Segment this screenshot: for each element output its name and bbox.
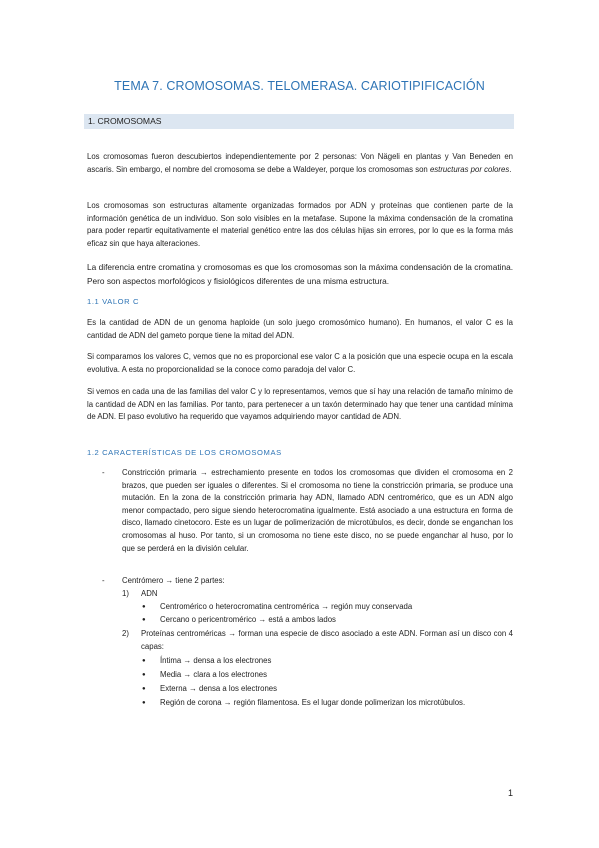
list-bullet-2: ●	[142, 617, 146, 623]
page-number: 1	[508, 788, 514, 798]
paragraph-intro-emphasis: estructuras por colores	[429, 164, 510, 174]
paragraph-intro-text: Los cromosomas fueron descubiertos independientemente por 2 personas: Von Nägeli en plantas y Van Beneden en ascaris. Sin embargo, el nombre del cromosoma se debe a Waldeyer, porque los cromosomas son	[87, 152, 513, 174]
numbered-mark-2: 2)	[122, 629, 129, 638]
paragraph-valor-c: Es la cantidad de ADN de un genoma haploide (un solo juego cromosómico humano). En humanos, el valor C es la cantidad de ADN del gameto porque tiene la mitad del ADN.	[87, 318, 513, 340]
list-bullet-6: ●	[142, 700, 146, 706]
sublist-item-pericentromerico: Cercano o pericentromérico → está a ambos lados	[160, 615, 336, 624]
sublist-item-intima: Íntima → densa a los electrones	[160, 656, 272, 665]
subheading-caracteristicas: 1.2 CARACTERÍSTICAS DE LOS CROMOSOMAS	[87, 448, 282, 457]
numbered-item-proteinas: Proteínas centroméricas → forman una especie de disco asociado a este ADN. Forman así un disco con 4 capas:	[141, 629, 513, 651]
subheading-valor-c: 1.1 VALOR C	[87, 297, 140, 306]
sublist-item-media: Media → clara a los electrones	[160, 670, 268, 679]
list-bullet-4: ●	[142, 672, 146, 678]
sublist-item-externa: Externa → densa a los electrones	[160, 684, 278, 693]
list-dash-2: -	[102, 576, 105, 585]
sublist-item-corona: Región de corona → región filamentosa. Es el lugar donde polimerizan los microtúbulos.	[160, 698, 466, 707]
page-title: TEMA 7. CROMOSOMAS. TELOMERASA. CARIOTIPIFICACIÓN	[114, 79, 485, 93]
list-item-centromero: Centrómero → tiene 2 partes:	[122, 576, 225, 585]
section-heading-cromosomas: 1. CROMOSOMAS	[84, 114, 514, 129]
list-bullet-3: ●	[142, 658, 146, 664]
paragraph-definition: Los cromosomas son estructuras altamente organizadas formados por ADN y proteínas que contienen parte de la información genética de un individuo. Son solo visibles en la metafase. Supone la máxima condensación de la cromatina para poder repartir equitativamente el material genético entre las dos células hijas sin errores, por lo que es la forma más eficaz sin que haya alteraciones.	[87, 201, 513, 248]
list-item-constriccion: Constricción primaria → estrechamiento presente en todos los cromosomas que dividen el cromosoma en 2 brazos, que pueden ser iguales o diferentes. Si el cromosoma no tiene la constricción primaria, se produce una mutación. En la zona de la constricción primaria hay ADN, llamado ADN centromérico, que es un ADN algo menor compactado, pero sigue siendo heterocromatina igualmente. Está asociado a una estructura en forma de disco, llamado cinetocoro. Este es un lugar de polimerización de microtúbulos, es decir, donde se enganchan los cromosomas al huso. Por tanto, si un cromosoma no tiene este disco, no se puede enganchar al huso, por lo que se perderá en la división celular.	[122, 468, 513, 553]
sublist-item-centromerico: Centromérico o heterocromatina centromérica → región muy conservada	[160, 602, 413, 611]
paragraph-intro	[87, 151, 513, 176]
paragraph-paradoja: Si comparamos los valores C, vemos que no es proporcional ese valor C a la posición que una especie ocupa en la escala evolutiva. A esta no proporcionalidad se la conoce como paradoja del valor C.	[87, 352, 513, 374]
list-bullet-1: ●	[142, 604, 146, 610]
list-dash-1: -	[102, 468, 105, 477]
list-bullet-5: ●	[142, 686, 146, 692]
paragraph-intro-end: .	[509, 164, 512, 174]
paragraph-difference: La diferencia entre cromatina y cromosomas es que los cromosomas son la máxima condensación de la cromatina. Pero son aspectos morfológicos y fisiológicos diferentes de una misma estructura.	[87, 262, 513, 286]
paragraph-familias: Si vemos en cada una de las familias del valor C y lo representamos, vemos que sí hay una relación de tamaño mínimo de la cantidad de ADN en las familias. Por tanto, para pertenecer a un taxón determinado hay que tener una cantidad mínima de ADN. El paso evolutivo ha requerido que vayamos adquiriendo mayor cantidad de ADN.	[87, 387, 513, 422]
numbered-item-adn: ADN	[141, 589, 158, 598]
numbered-mark-1: 1)	[122, 589, 129, 598]
